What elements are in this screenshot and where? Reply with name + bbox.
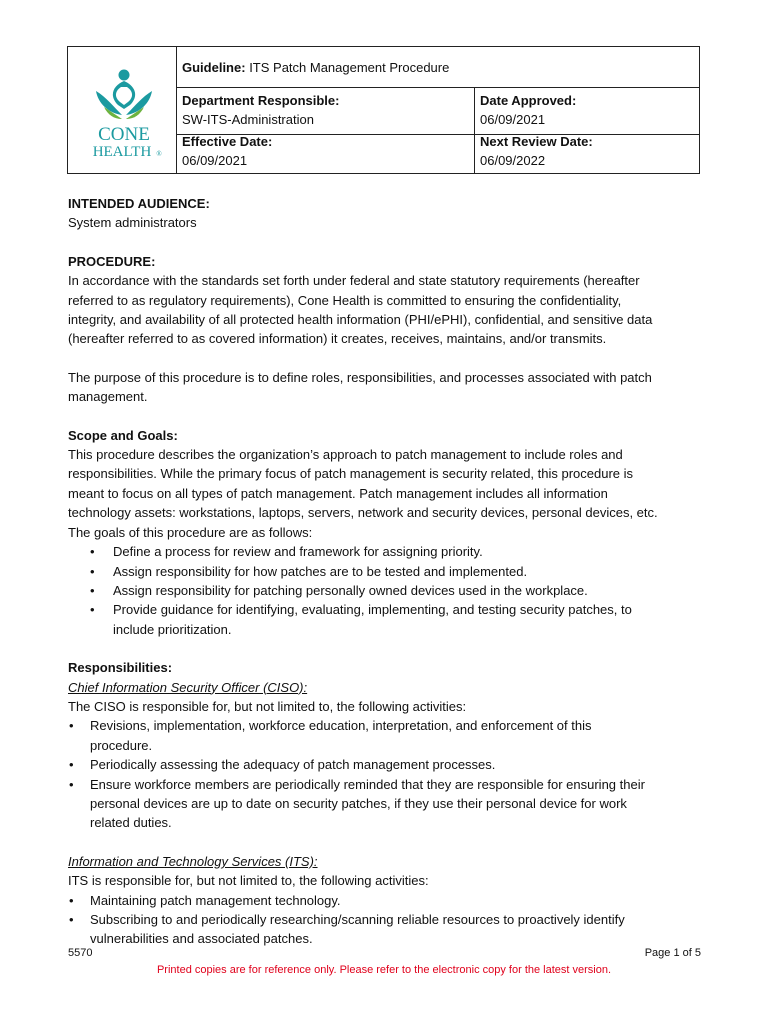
scope-line: responsibilities. While the primary focus of patch management is security related, this procedure is <box>68 466 634 482</box>
dept-value: SW-ITS-Administration <box>182 112 314 127</box>
logo-cell <box>68 47 177 173</box>
procedure-para1-line: (hereafter referred to as covered information) it creates, receives, maintains, and/or transmits. <box>68 331 607 347</box>
list-item: • Assign responsibility for patching personally owned devices used in the workplace. <box>68 581 708 600</box>
review-cell <box>474 134 699 173</box>
ciso-list <box>68 716 708 832</box>
list-item: • Revisions, implementation, workforce education, interpretation, and enforcement of this procedure. <box>68 716 708 755</box>
its-list <box>68 891 708 949</box>
list-item: • Define a process for review and framework for assigning priority. <box>68 542 708 561</box>
list-item: • Provide guidance for identifying, evaluating, implementing, and testing security patches, to include prioritization. <box>68 600 708 639</box>
logo-line1: CONE <box>98 124 150 145</box>
scope-heading: Scope and Goals: <box>68 427 178 443</box>
effective-label: Effective Date: <box>182 134 273 149</box>
guideline-cell <box>182 60 449 75</box>
dates-row <box>176 134 699 173</box>
approved-label: Date Approved: <box>480 93 577 108</box>
scope-line: meant to focus on all types of patch management. Patch management includes all information <box>68 485 608 501</box>
audience-heading: INTENDED AUDIENCE: <box>68 196 210 211</box>
dept-label: Department Responsible: <box>182 93 340 108</box>
ciso-heading: Chief Information Security Officer (CISO): <box>68 679 308 695</box>
responsibilities-heading: Responsibilities: <box>68 660 173 676</box>
review-label: Next Review Date: <box>480 134 593 149</box>
page-number: Page 1 of 5 <box>644 947 701 959</box>
effective-cell <box>176 134 475 173</box>
cone-health-logo-icon <box>84 69 164 159</box>
procedure-para1-line: integrity, and availability of all protected health information (PHI/ePHI), confidential, and sensitive data <box>68 312 653 328</box>
scope-line: The goals of this procedure are as follows: <box>68 524 313 540</box>
approved-cell <box>474 87 699 134</box>
its-intro: ITS is responsible for, but not limited to, the following activities: <box>68 873 429 889</box>
list-item: • Subscribing to and periodically researching/scanning reliable resources to proactively identify vulnerabilities and associated patches. <box>68 910 708 949</box>
guideline-value: ITS Patch Management Procedure <box>249 60 450 75</box>
print-notice: Printed copies are for reference only. Please refer to the electronic copy for the latest version. <box>156 964 612 976</box>
list-item: • Ensure workforce members are periodically reminded that they are responsible for ensuring their personal devices are up to date on security patches, if they use their personal device for work related duties. <box>68 775 708 833</box>
list-item: • Maintaining patch management technology. <box>68 891 708 910</box>
document-body <box>68 194 708 949</box>
procedure-para2-line: The purpose of this procedure is to define roles, responsibilities, and processes associated with patch <box>68 369 652 385</box>
ciso-intro: The CISO is responsible for, but not limited to, the following activities: <box>68 698 467 714</box>
dept-cell <box>176 87 475 134</box>
effective-value: 06/09/2021 <box>182 153 248 168</box>
goals-list <box>68 542 708 639</box>
procedure-para1-line: In accordance with the standards set forth under federal and state statutory requirements (hereafter <box>68 273 640 289</box>
list-item: • Periodically assessing the adequacy of patch management processes. <box>68 755 708 774</box>
guideline-label: Guideline: <box>182 60 246 75</box>
header-table <box>67 46 700 174</box>
procedure-para1-line: referred to as regulatory requirements), Cone Health is committed to ensuring the confidentiality, <box>68 292 622 308</box>
document-code: 5570 <box>68 947 93 959</box>
review-value: 06/09/2022 <box>480 153 546 168</box>
approved-value: 06/09/2021 <box>480 112 546 127</box>
logo-mark: ® <box>156 150 162 158</box>
list-item: • Assign responsibility for how patches are to be tested and implemented. <box>68 562 708 581</box>
guideline-row <box>176 47 699 88</box>
scope-line: This procedure describes the organization’s approach to patch management to include roles and <box>68 447 623 463</box>
audience-text: System administrators <box>68 215 197 231</box>
scope-line: technology assets: workstations, laptops, servers, network and security devices, personal devices, etc. <box>68 505 658 521</box>
logo-line2: HEALTH <box>92 144 152 159</box>
dept-row <box>176 87 699 135</box>
procedure-para2-line: management. <box>68 389 148 405</box>
its-heading: Information and Technology Services (ITS): <box>68 853 318 869</box>
procedure-heading: PROCEDURE: <box>68 253 156 269</box>
